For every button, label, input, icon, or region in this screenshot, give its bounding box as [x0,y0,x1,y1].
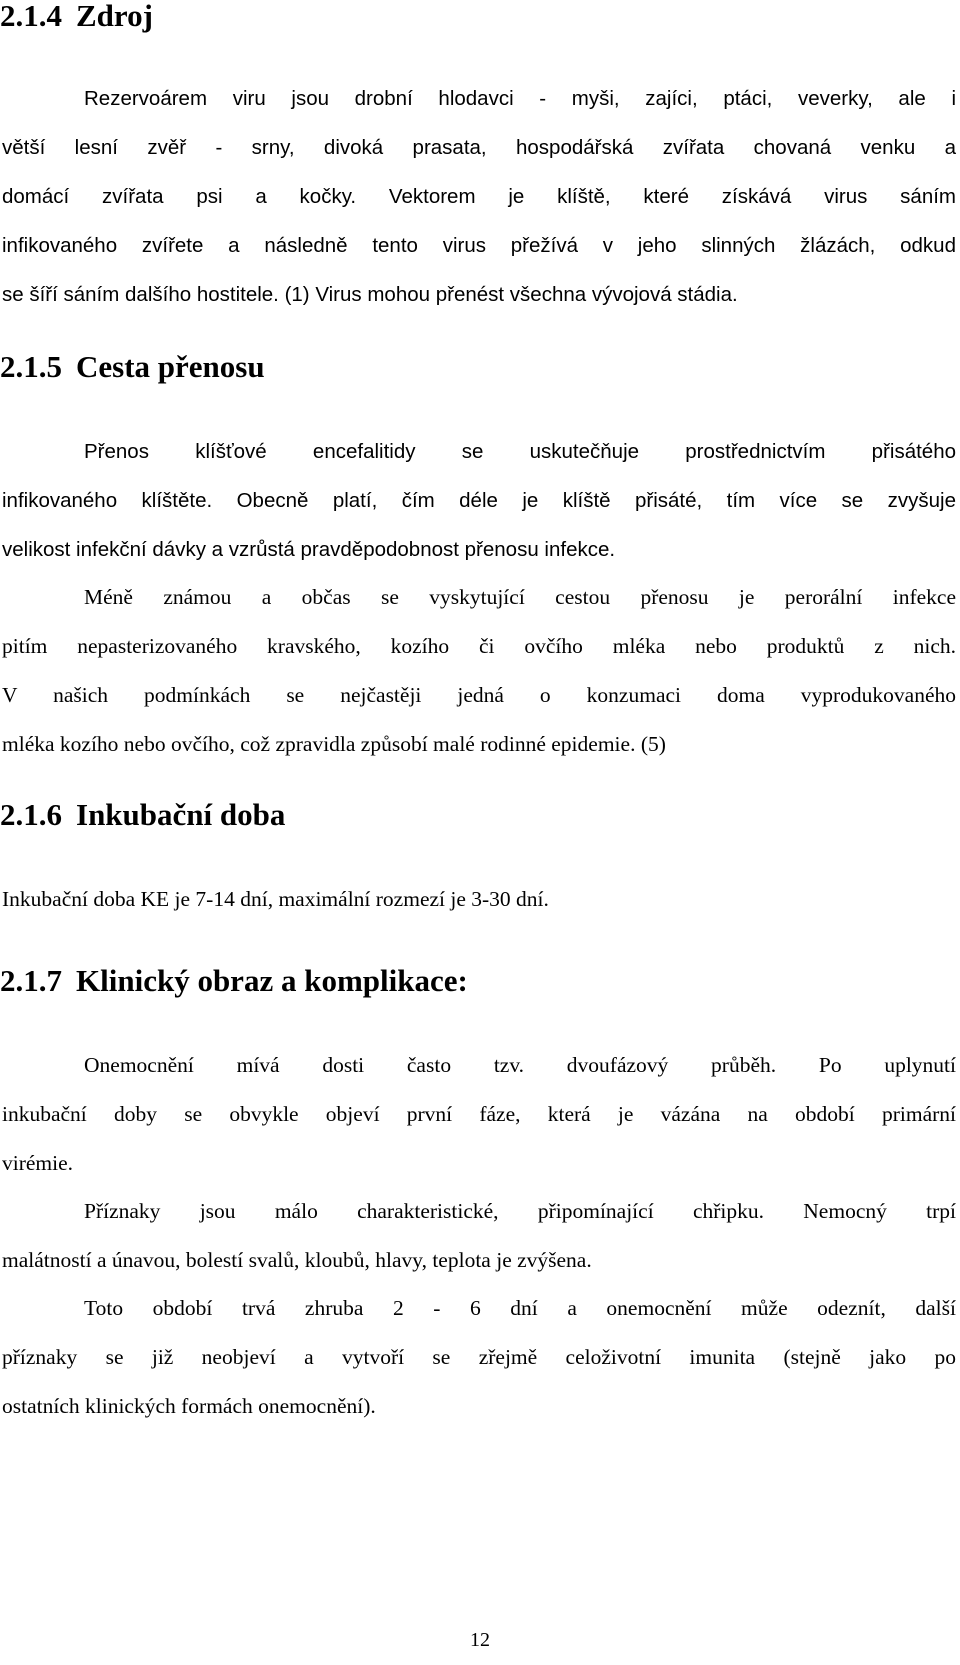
text-line: domácí zvířata psi a kočky. Vektorem je klíště, které získává virus sáním [2,185,956,208]
section-number: 2.1.6 [0,797,62,832]
text-line: infikovaného zvířete a následně tento virus přežívá v jeho slinných žlázách, odkud [2,234,956,257]
paragraph-cesta-prenosu-1 [2,427,956,574]
paragraph-klinicky-obraz-3 [2,1284,956,1431]
section-title: Inkubační doba [76,797,286,832]
text-line: Rezervoárem viru jsou drobní hlodavci - myši, zajíci, ptáci, veverky, ale i [84,87,956,110]
text-line: příznaky se již neobjeví a vytvoří se zřejmě celoživotní imunita (stejně jako po [2,1345,956,1369]
text-line: Méně známou a občas se vyskytující cestou přenosu je perorální infekce [84,585,956,609]
text-line: virémie. [2,1151,74,1175]
section-title: Zdroj [76,0,153,33]
text-line: mléka kozího nebo ovčího, což zpravidla způsobí malé rodinné epidemie. (5) [2,732,666,756]
section-number: 2.1.7 [0,963,62,998]
section-heading-inkubacni-doba [0,797,285,833]
paragraph-zdroj [2,74,956,319]
text-line: inkubační doby se obvykle objeví první fáze, která je vázána na období primární [2,1102,956,1126]
text-line: Inkubační doba KE je 7-14 dní, maximální rozmezí je 3-30 dní. [2,887,549,911]
section-title: Klinický obraz a komplikace: [76,963,468,998]
section-number: 2.1.4 [0,0,62,33]
text-line: pitím nepasterizovaného kravského, kozího či ovčího mléka nebo produktů z nich. [2,634,956,658]
text-line: Toto období trvá zhruba 2 - 6 dní a onemocnění může odeznít, další [84,1296,956,1320]
section-heading-klinicky-obraz [0,963,468,999]
text-line: Přenos klíšťové encefalitidy se uskutečňuje prostřednictvím přisátého [84,440,956,463]
text-line: Onemocnění mívá dosti často tzv. dvoufázový průběh. Po uplynutí [84,1053,956,1077]
text-line: se šíří sáním dalšího hostitele. (1) Virus mohou přenést všechna vývojová stádia. [2,283,738,306]
text-line: velikost infekční dávky a vzrůstá pravděpodobnost přenosu infekce. [2,538,616,561]
text-line: V našich podmínkách se nejčastěji jedná o konzumaci doma vyprodukovaného [2,683,956,707]
paragraph-klinicky-obraz-2 [2,1187,956,1285]
page-number: 12 [470,1629,490,1651]
section-number: 2.1.5 [0,349,62,384]
text-line: ostatních klinických formách onemocnění). [2,1394,376,1418]
text-line: infikovaného klíštěte. Obecně platí, čím déle je klíště přisáté, tím více se zvyšuje [2,489,956,512]
paragraph-cesta-prenosu-2 [2,573,956,769]
text-line: větší lesní zvěř - srny, divoká prasata, hospodářská zvířata chovaná venku a [2,136,956,159]
text-line: malátností a únavou, bolestí svalů, kloubů, hlavy, teplota je zvýšena. [2,1248,592,1272]
section-heading-zdroj [0,0,153,34]
section-title: Cesta přenosu [76,349,265,384]
paragraph-klinicky-obraz-1 [2,1041,956,1188]
section-heading-cesta-prenosu [0,349,265,385]
text-line: Příznaky jsou málo charakteristické, připomínající chřipku. Nemocný trpí [84,1199,956,1223]
paragraph-inkubacni-doba [2,875,956,924]
